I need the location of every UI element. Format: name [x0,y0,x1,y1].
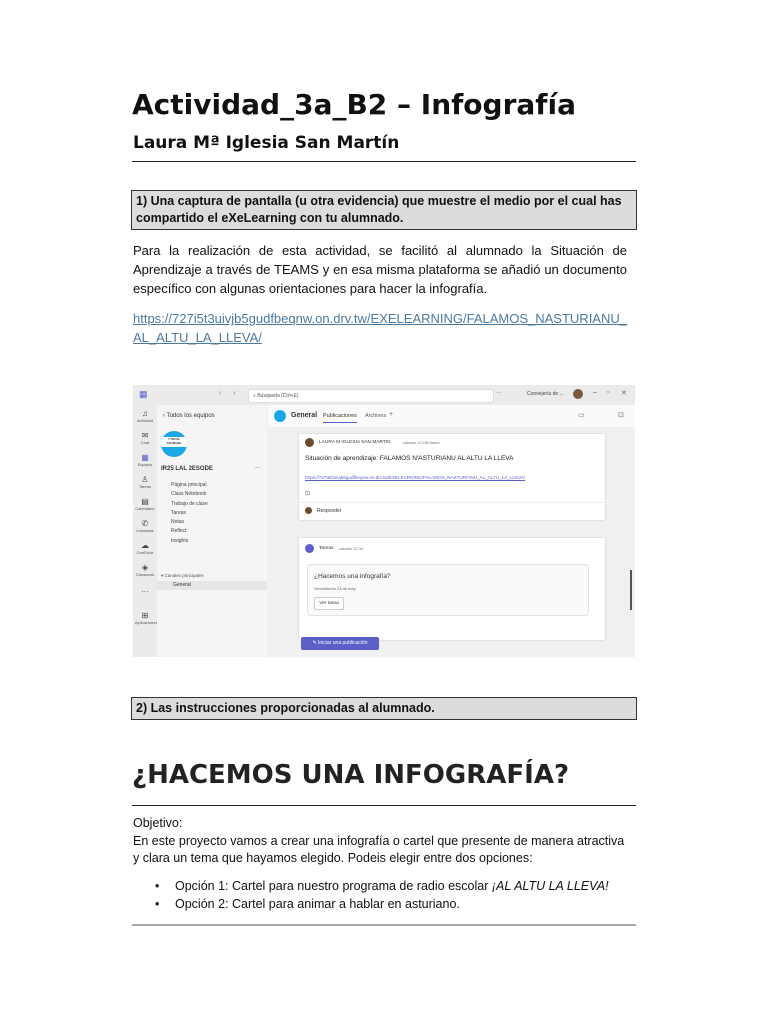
rail-classwork[interactable]: ◈ Classwork [135,563,155,577]
option-1 [155,877,635,895]
chat-icon: ✉ [141,431,149,440]
author-name: Laura Mª Iglesia San Martín [133,133,400,153]
reply-button[interactable]: Responder [317,508,342,514]
nav-item-notas[interactable]: Notas [171,519,185,526]
search-placeholder: Búsqueda (Ctrl+E) [257,393,299,399]
exelearning-link[interactable]: https://727i5t3uivjb5gudfbeqnw.on.drv.tw/EXELEARNING/FALAMOS_NASTURIANU_AL_ALTU_LA_LLEVA/ [133,311,627,345]
option-1-emphasis: ¡AL ALTU LA LLEVA! [491,879,609,893]
teams-logo-icon: ▦ [139,389,148,399]
tareas-author: Tareas [319,546,334,551]
nav-item-reflect[interactable]: Reflect [171,528,187,535]
option-2 [155,895,635,913]
teams-app-rail [133,405,157,657]
objective-label: Objetivo: [133,816,183,830]
teams-channel-main [268,405,635,657]
channel-general[interactable] [157,581,267,590]
channel-info-icon[interactable]: ⊡ [618,412,624,419]
apps-icon: ⊞ [141,611,149,620]
channel-general-label: General [173,582,191,588]
option-2-text: Opción 2: Cartel para animar a hablar en asturiano. [175,897,460,911]
all-teams-label: Todos los equipos [166,413,215,419]
link-preview-icon: ⊡ [305,491,311,497]
calendar-icon: ▤ [141,497,149,506]
post-link[interactable]: https://727i5t3uivjb5gudfbeqnw.on.drv.tw/EXELEARNING/FALAMOS_NASTURIANU_AL_ALTU_LA_LLEVA/ [305,475,526,480]
back-arrow-icon[interactable]: ‹ [219,390,222,397]
section1-paragraph: Para la realización de esta actividad, se facilitó al alumnado la Situación de Aprendizaje a través de TEAMS y en esa misma plataforma se añadió un documento específico con algunas orientaciones para hacer la infografía. [133,243,627,296]
tareas-app-icon [305,544,314,553]
rail-chat[interactable]: ✉ Chat [135,431,155,445]
nav-item-pagina-principal[interactable]: Página principal [171,482,207,488]
assignment-card [307,564,589,616]
nav-item-insights[interactable]: Insights [171,537,189,544]
org-label[interactable]: Consejería de ... [527,391,564,397]
options-list [155,877,635,913]
search-icon: ⌕ [253,393,258,399]
tab-publicaciones[interactable]: Publicaciones [323,413,357,423]
add-tab-icon[interactable]: + [389,411,394,418]
author-avatar [305,438,314,447]
objective-block [133,815,633,868]
team-name[interactable]: IR25 LAL 2ESODE [161,466,213,472]
start-post-button[interactable]: ✎ Iniciar una publicación [301,637,379,650]
scrollbar-thumb[interactable] [630,570,632,610]
post-author: LAURA M IGLESIA SAN MARTIN [319,440,391,445]
channel-tabs [268,405,635,427]
rail-teams[interactable]: ▦ Equipos [135,453,155,467]
teams-titlebar [133,385,635,405]
channels-label: Canales principales [164,573,204,578]
maximize-icon[interactable]: ▫ [607,389,610,396]
bullet-dot: • [155,897,160,911]
nav-item-class-notebook[interactable]: Class Notebook [171,491,207,498]
teams-sidebar [157,405,267,657]
minimize-icon[interactable]: – [593,389,597,396]
reply-avatar [305,507,312,514]
teams-icon: ▦ [141,453,149,462]
assignment-due: Vencimiento 23 de may. [314,586,357,591]
assignment-title: ¿Hacemos una infografía? [314,573,391,580]
channel-icon [274,410,286,422]
title-divider [132,161,636,162]
tareas-card [298,537,606,641]
user-avatar-icon[interactable] [573,389,583,399]
rail-assignments[interactable]: ♙ Tareas [135,475,155,489]
phone-icon: ✆ [141,519,149,528]
bottom-divider [132,924,636,926]
team-nav-list [171,481,208,546]
view-task-button[interactable]: Ver tarea [314,597,344,610]
rail-apps[interactable]: ⊞ Aplicaciones [135,611,158,625]
cloud-icon: ☁ [141,541,149,550]
section1-header: 1) Una captura de pantalla (u otra evidencia) que muestre el medio por el cual has compartido el eXeLearning con tu alumnado. [131,190,637,230]
section2-header: 2) Las instrucciones proporcionadas al alumnado. [131,697,637,720]
post-card [298,433,606,521]
bullet-dot: • [155,879,160,893]
channels-section[interactable]: ▾ Canales principales [161,573,204,578]
heading-divider [132,805,636,806]
assignments-icon: ♙ [141,475,149,484]
close-icon[interactable]: ✕ [621,390,627,397]
team-badge: 1º BIO DE ASTURIANU [161,431,187,457]
tareas-time: sábado 12:34 [339,546,364,551]
bell-icon: ♫ [142,409,148,418]
classwork-icon: ◈ [141,563,149,572]
video-call-icon[interactable]: ▭ [578,412,585,419]
option-1-text: Opción 1: Cartel para nuestro programa de radio escolar [175,879,492,893]
team-menu-icon[interactable]: ··· [254,465,260,471]
objective-text: En este proyecto vamos a crear una infografía o cartel que presente de manera atractiva y clara un tema que hayamos elegido. Podeis elegir entre dos opciones: [133,833,625,865]
rail-calendar[interactable]: ▤ Calendario [135,497,155,511]
tab-archivos[interactable]: Archivos [365,413,387,419]
more-options-icon[interactable]: ··· [496,390,502,396]
post-edited: Editado [426,440,440,445]
rail-calls[interactable]: ✆ Llamadas [136,519,154,533]
nav-item-tareas[interactable]: Tareas [171,509,187,516]
teams-screenshot [133,385,635,657]
all-teams-back[interactable]: ‹ Todos los equipos [163,413,215,419]
teams-search-input[interactable] [248,389,494,403]
nav-item-trabajo-de-clase[interactable]: Trabajo de clase [171,500,208,507]
forward-arrow-icon[interactable]: › [233,390,236,397]
post-title: Situación de aprendizaje: FALAMOS N'ASTURIANU AL ALTU LA LLEVA [305,455,514,462]
channel-title: General [291,412,318,419]
document-title: Actividad_3a_B2 – Infografía [132,88,576,121]
ellipsis-icon: ··· [141,587,149,596]
post-time: sábado 12:22 [403,440,428,445]
rail-onedrive[interactable]: ☁ OneDrive [136,541,154,555]
reply-divider [299,502,605,503]
rail-activity[interactable]: ♫ Actividad [136,409,154,423]
infographic-heading: ¿HACEMOS UNA INFOGRAFÍA? [132,760,570,790]
rail-more[interactable] [135,587,155,596]
